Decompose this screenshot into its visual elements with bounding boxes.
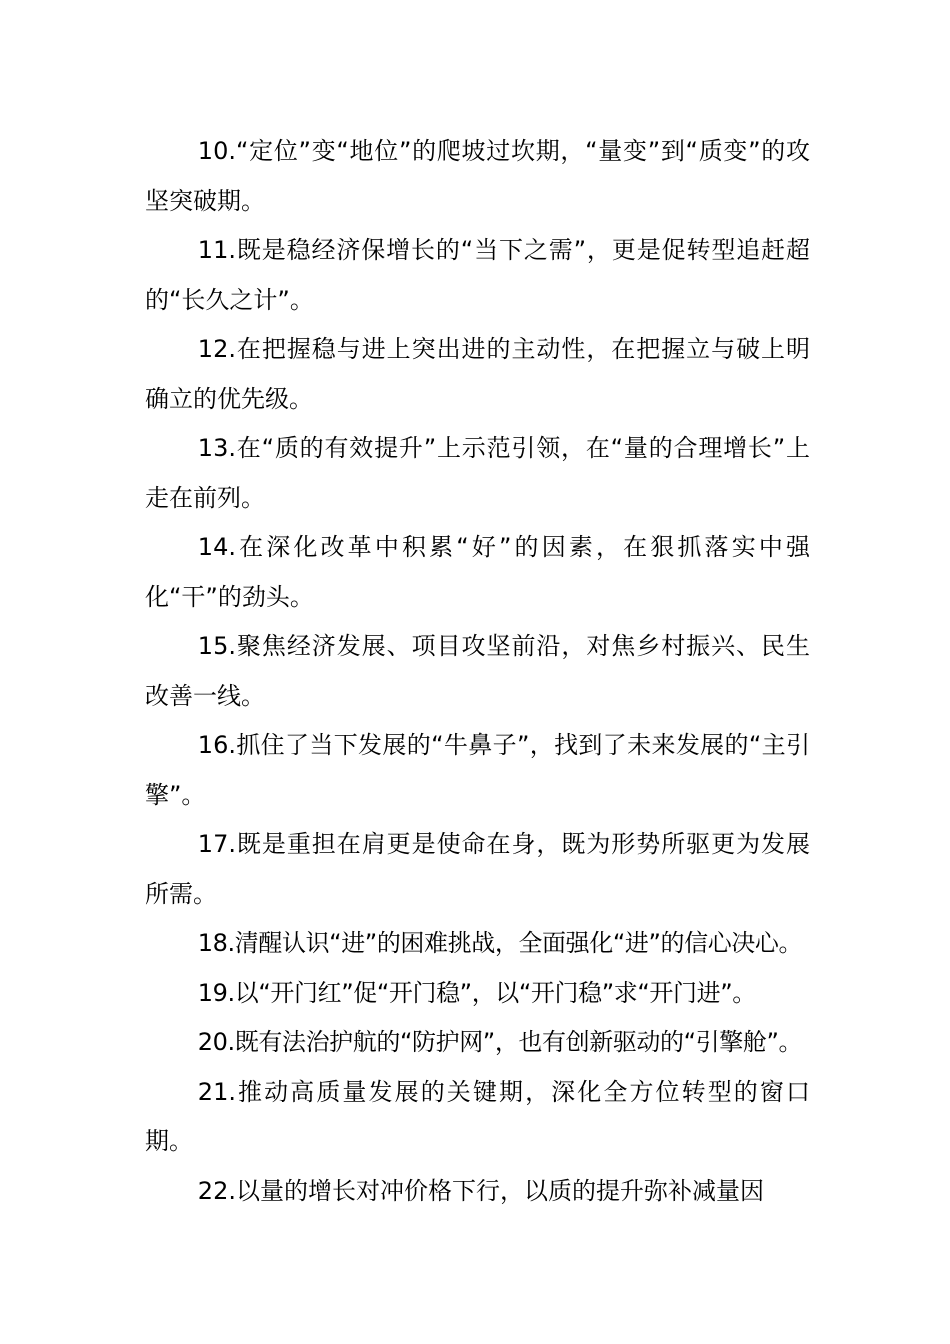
- paragraph-17: 17.既是重担在肩更是使命在身，既为形势所驱更为发展所需。: [145, 830, 810, 908]
- paragraph-14: 14.在深化改革中积累“好”的因素，在狠抓落实中强化“干”的劲头。: [145, 533, 810, 611]
- paragraph-19: 19.以“开门红”促“开门稳”，以“开门稳”求“开门进”。: [197, 978, 756, 1007]
- paragraph-16: 16.抓住了当下发展的“牛鼻子”，找到了未来发展的“主引擎”。: [145, 731, 810, 809]
- paragraph-20: 20.既有法治护航的“防护网”，也有创新驱动的“引擎舱”。: [197, 1028, 803, 1056]
- paragraph-22: 22.以量的增长对冲价格下行，以质的提升弥补减量因: [197, 1176, 764, 1205]
- document-body: [145, 127, 810, 1216]
- paragraph-21: 21.推动高质量发展的关键期，深化全方位转型的窗口期。: [145, 1077, 810, 1155]
- paragraph-11: 11.既是稳经济保增长的“当下之需”，更是促转型追赶超的“长久之计”。: [145, 236, 810, 314]
- paragraph-10: 10.“定位”变“地位”的爬坡过坎期，“量变”到“质变”的攻坚突破期。: [145, 137, 810, 215]
- paragraph-13: 13.在“质的有效提升”上示范引领，在“量的合理增长”上走在前列。: [145, 434, 810, 512]
- paragraph-18: 18.清醒认识“进”的困难挑战，全面强化“进”的信心决心。: [197, 929, 803, 957]
- paragraph-15: 15.聚焦经济发展、项目攻坚前沿，对焦乡村振兴、民生改善一线。: [145, 632, 810, 710]
- paragraph-12: 12.在把握稳与进上突出进的主动性，在把握立与破上明确立的优先级。: [145, 335, 810, 413]
